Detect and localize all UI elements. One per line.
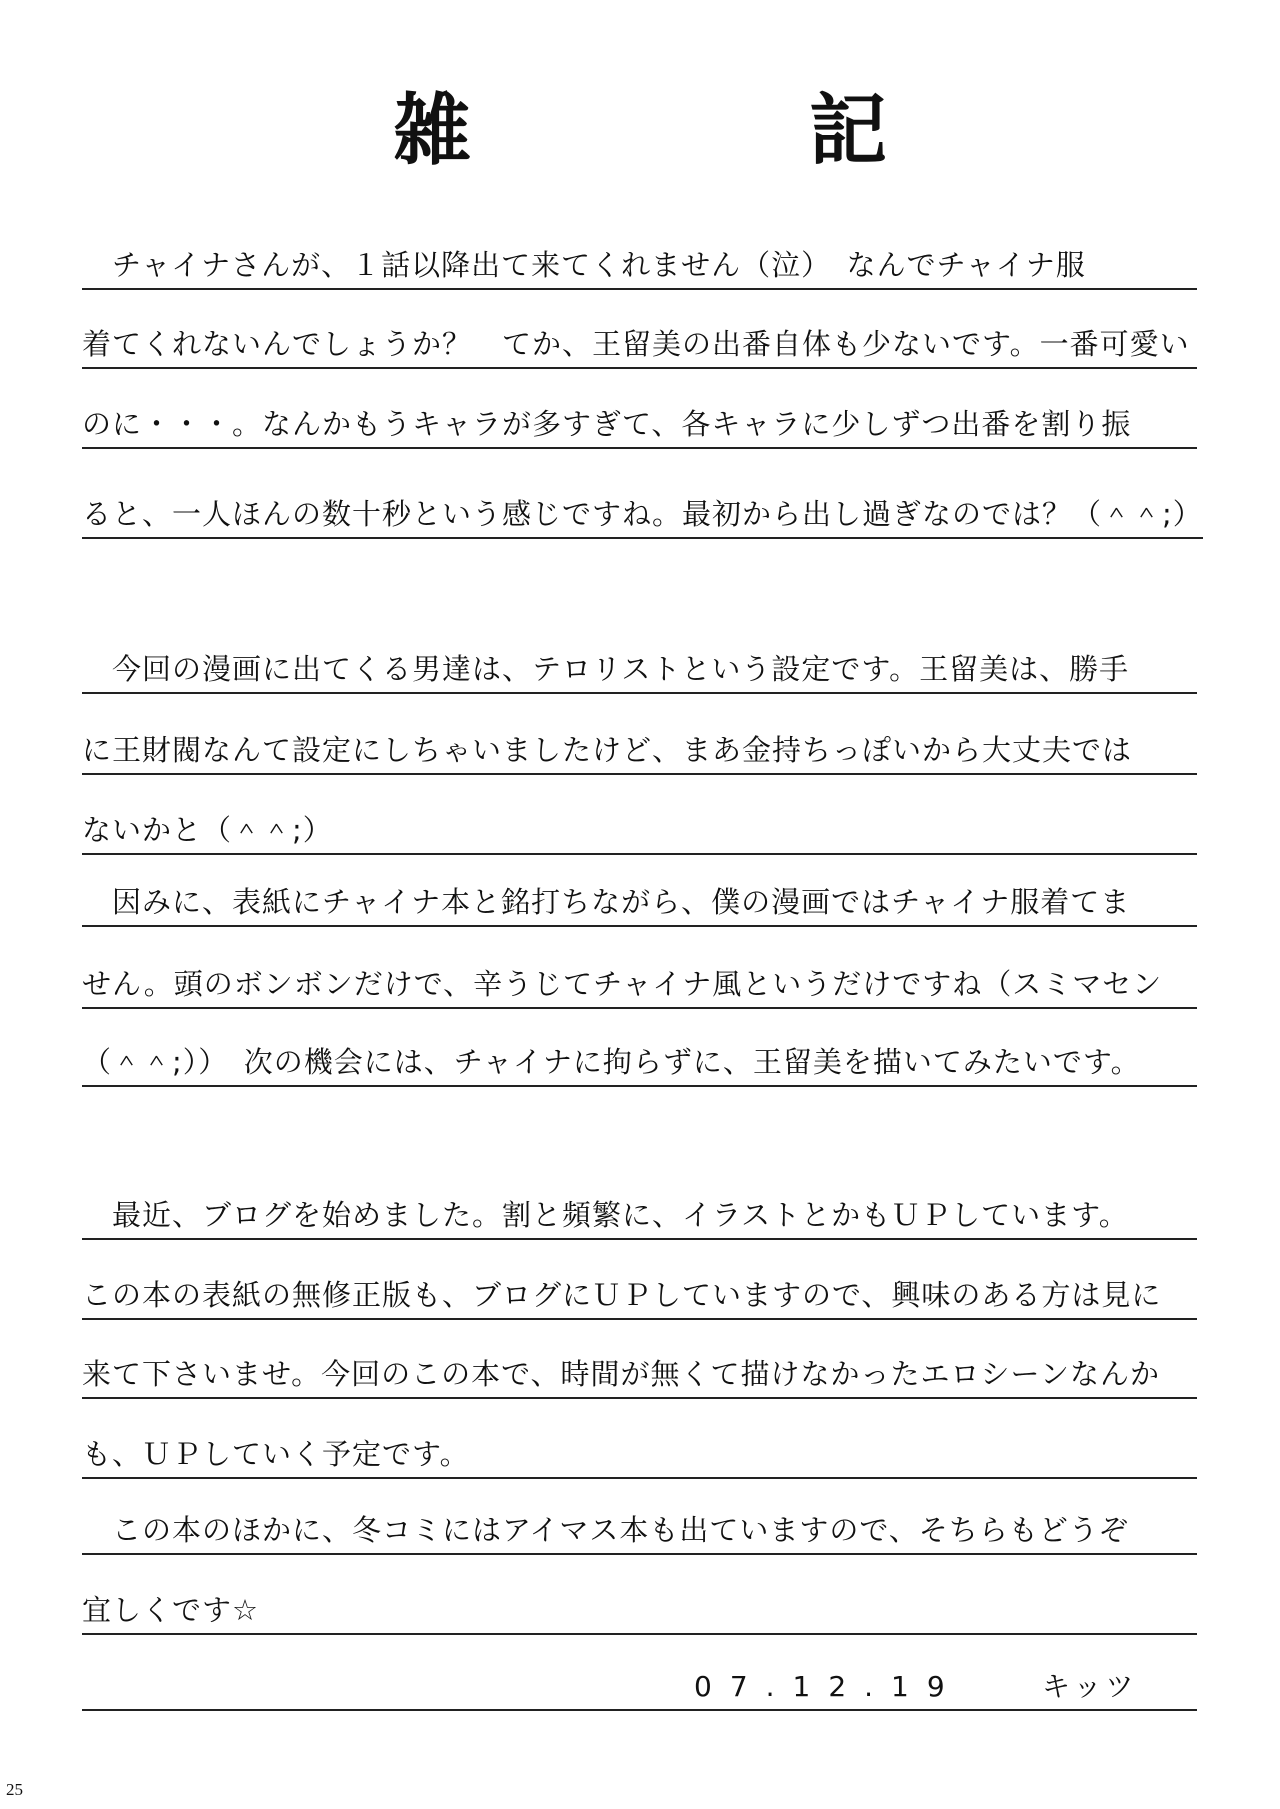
text-line-9: せん。頭のボンボンだけで、辛うじてチャイナ風というだけですね（スミマセン [82, 962, 1197, 1009]
text-line-7: ないかと（＾＾;） [82, 808, 1197, 855]
text-line-2: 着てくれないんでしょうか？ てか、王留美の出番自体も少ないです。一番可愛い [82, 322, 1197, 369]
text-line-10: （＾＾;）） 次の機会には、チャイナに拘らずに、王留美を描いてみたいです。 [82, 1040, 1197, 1087]
text-line-8: 因みに、表紙にチャイナ本と銘打ちながら、僕の漫画ではチャイナ服着てま [82, 880, 1197, 927]
text-line-13: 来て下さいませ。今回のこの本で、時間が無くて描けなかったエロシーンなんか [82, 1352, 1197, 1399]
page-number: 25 [6, 1780, 23, 1799]
text-line-6: に王財閥なんて設定にしちゃいましたけど、まあ金持ちっぽいから大丈夫では [82, 728, 1197, 775]
signature-author: キッツ [1042, 1670, 1138, 1703]
text-line-12: この本の表紙の無修正版も、ブログにＵＰしていますので、興味のある方は見に [82, 1273, 1197, 1320]
page-title: 雑 記 [392, 85, 1017, 176]
text-line-3: のに・・・。なんかもうキャラが多すぎて、各キャラに少しずつ出番を割り振 [82, 402, 1197, 449]
text-line-15: この本のほかに、冬コミにはアイマス本も出ていますので、そちらもどうぞ [82, 1508, 1197, 1555]
text-line-4: ると、一人ほんの数十秒という感じですね。最初から出し過ぎなのでは？（＾＾;） [82, 492, 1203, 539]
text-line-1: チャイナさんが、１話以降出て来てくれません（泣） なんでチャイナ服 [82, 243, 1197, 290]
signature-date: 07.12.19 [694, 1670, 963, 1703]
text-line-11: 最近、ブログを始めました。割と頻繁に、イラストとかもＵＰしています。 [82, 1193, 1197, 1240]
signature-line [82, 1664, 1197, 1711]
text-line-16: 宜しくです☆ [82, 1588, 1197, 1635]
text-line-14: も、ＵＰしていく予定です。 [82, 1432, 1197, 1479]
text-line-5: 今回の漫画に出てくる男達は、テロリストという設定です。王留美は、勝手 [82, 647, 1197, 694]
